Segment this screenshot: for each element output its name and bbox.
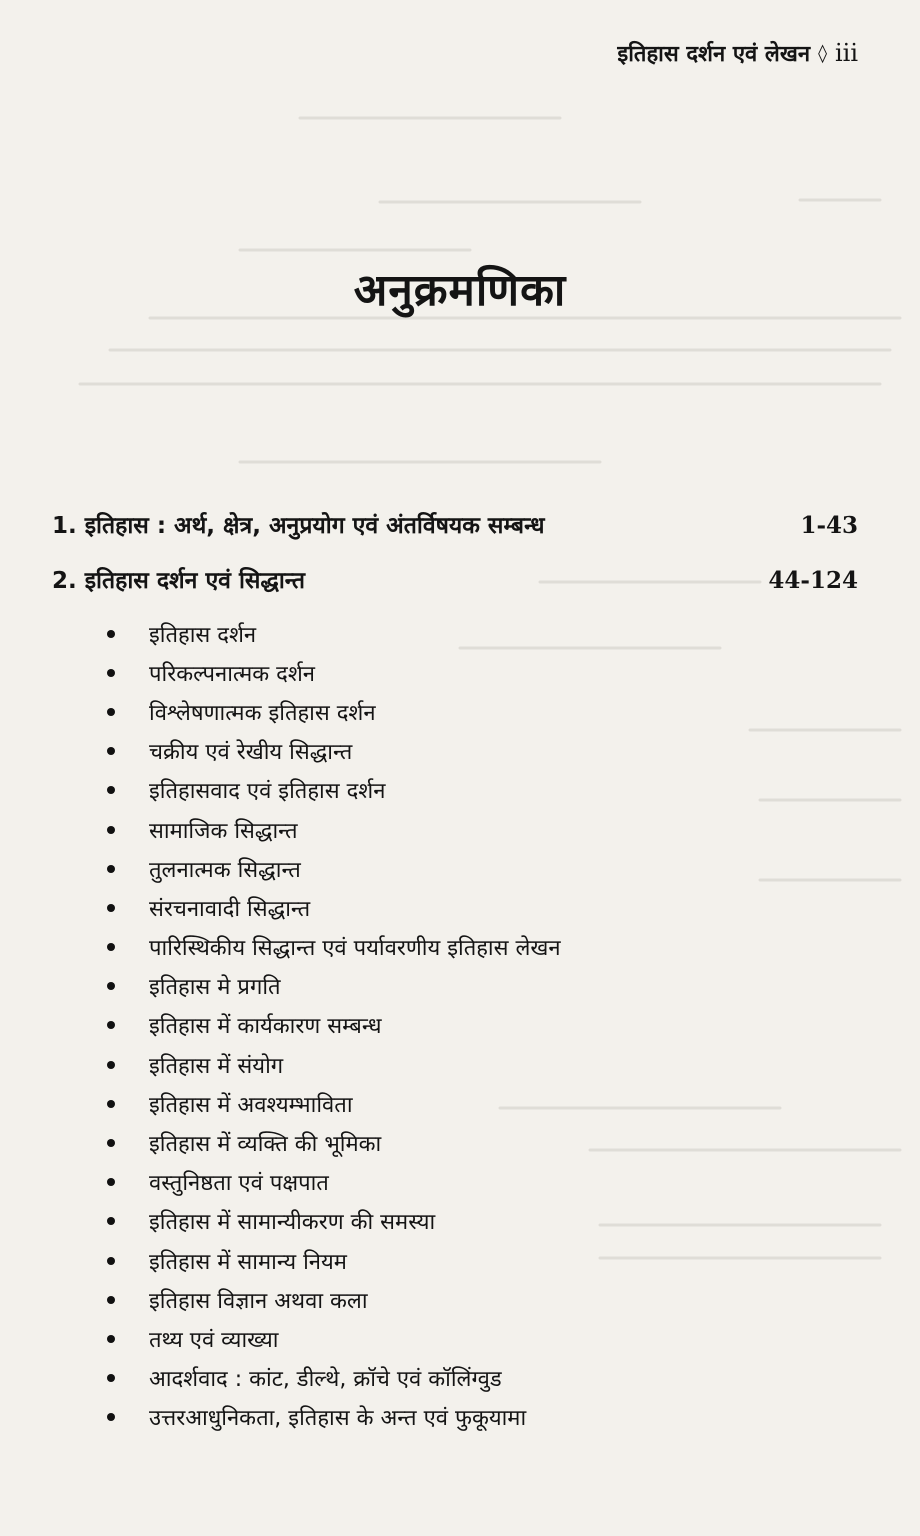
topic-text: आदर्शवाद : कांट, डील्थे, क्रॉचे एवं कॉलिंग्वुड — [149, 1367, 502, 1393]
bullet-icon — [107, 1257, 115, 1265]
running-header-title: इतिहास दर्शन एवं लेखन — [617, 42, 811, 67]
page-number: iii — [834, 39, 858, 67]
topic-text: इतिहास में संयोग — [149, 1053, 284, 1079]
topic-text: इतिहास में सामान्य नियम — [149, 1249, 347, 1275]
toc-chapter-1 — [52, 508, 858, 540]
bullet-icon — [107, 826, 115, 834]
running-header — [617, 38, 858, 68]
bullet-icon — [107, 1139, 115, 1147]
bullet-icon — [107, 669, 115, 677]
bullet-icon — [107, 1413, 115, 1421]
topic-item — [96, 1319, 561, 1358]
bullet-icon — [107, 708, 115, 716]
chapter-2-pages: 44-124 — [768, 567, 858, 594]
topic-text: इतिहास में सामान्यीकरण की समस्या — [149, 1210, 436, 1236]
chapter-2-topic-list — [96, 614, 561, 1437]
bullet-icon — [107, 865, 115, 873]
chapter-1-label: 1. इतिहास : अर्थ, क्षेत्र, अनुप्रयोग एवं अंतर्विषयक सम्बन्ध — [52, 513, 545, 539]
topic-text: इतिहास में कार्यकारण सम्बन्ध — [149, 1014, 382, 1040]
chapter-1-pages: 1-43 — [800, 512, 858, 539]
topic-item — [96, 692, 561, 731]
topic-item — [96, 1202, 561, 1241]
topic-text: उत्तरआधुनिकता, इतिहास के अन्त एवं फुकूयामा — [149, 1406, 527, 1432]
topic-item — [96, 810, 561, 849]
topic-text: इतिहास दर्शन — [149, 622, 257, 648]
bullet-icon — [107, 943, 115, 951]
bullet-icon — [107, 982, 115, 990]
toc-chapter-2 — [52, 563, 858, 595]
bullet-icon — [107, 1374, 115, 1382]
topic-text: सामाजिक सिद्धान्त — [149, 818, 298, 844]
topic-item — [96, 967, 561, 1006]
bullet-icon — [107, 747, 115, 755]
topic-item — [96, 732, 561, 771]
topic-text: इतिहासवाद एवं इतिहास दर्शन — [149, 779, 386, 805]
topic-item — [96, 1163, 561, 1202]
topic-text: तथ्य एवं व्याख्या — [149, 1327, 279, 1353]
bullet-icon — [107, 1100, 115, 1108]
topic-item — [96, 928, 561, 967]
topic-item — [96, 1006, 561, 1045]
topic-text: इतिहास में व्यक्ति की भूमिका — [149, 1132, 382, 1158]
bullet-icon — [107, 1021, 115, 1029]
topic-item — [96, 653, 561, 692]
topic-item — [96, 1241, 561, 1280]
topic-text: वस्तुनिष्ठता एवं पक्षपात — [149, 1171, 329, 1197]
bullet-icon — [107, 786, 115, 794]
topic-text: संरचनावादी सिद्धान्त — [149, 896, 311, 922]
topic-text: इतिहास मे प्रगति — [149, 975, 281, 1001]
bullet-icon — [107, 630, 115, 638]
topic-item — [96, 1084, 561, 1123]
topic-item — [96, 1280, 561, 1319]
bullet-icon — [107, 904, 115, 912]
topic-text: विश्लेषणात्मक इतिहास दर्शन — [149, 700, 376, 726]
topic-text: इतिहास में अवश्यम्भाविता — [149, 1092, 353, 1118]
topic-item — [96, 1359, 561, 1398]
topic-text: इतिहास विज्ञान अथवा कला — [149, 1288, 368, 1314]
bullet-icon — [107, 1178, 115, 1186]
topic-text: परिकल्पनात्मक दर्शन — [149, 661, 316, 687]
chapter-2-label: 2. इतिहास दर्शन एवं सिद्धान्त — [52, 568, 306, 594]
bullet-icon — [107, 1335, 115, 1343]
topic-text: तुलनात्मक सिद्धान्त — [149, 857, 301, 883]
topic-item — [96, 771, 561, 810]
topic-item — [96, 888, 561, 927]
topic-item — [96, 1398, 561, 1437]
topic-item — [96, 1045, 561, 1084]
bullet-icon — [107, 1061, 115, 1069]
topic-text: चक्रीय एवं रेखीय सिद्धान्त — [149, 740, 353, 766]
diamond-icon: ◊ — [818, 42, 827, 64]
topic-text: पारिस्थिकीय सिद्धान्त एवं पर्यावरणीय इतिहास लेखन — [149, 936, 561, 962]
topic-item — [96, 1123, 561, 1162]
bullet-icon — [107, 1296, 115, 1304]
topic-item — [96, 614, 561, 653]
topic-item — [96, 849, 561, 888]
bullet-icon — [107, 1217, 115, 1225]
page-title: अनुक्रमणिका — [353, 265, 567, 316]
